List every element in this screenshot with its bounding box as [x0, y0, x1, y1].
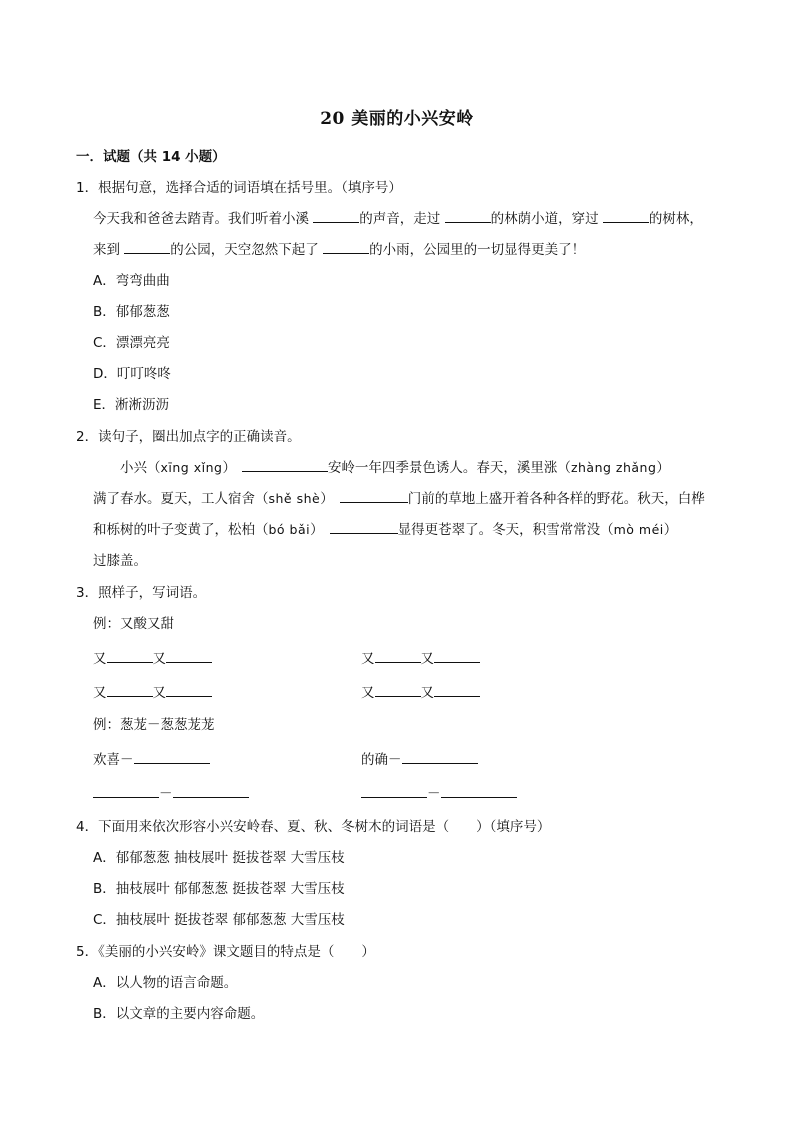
q3-dash: － — [427, 786, 441, 802]
answer-blank[interactable] — [361, 785, 427, 798]
answer-blank[interactable] — [375, 684, 421, 697]
q3-word-row — [93, 782, 249, 802]
q4-stem: 4．下面用来依次形容小兴安岭春、夏、秋、冬树木的词语是（ ）（填序号） — [76, 819, 551, 835]
q3-char: 又 — [420, 651, 434, 667]
q1-option: A．弯弯曲曲 — [93, 273, 170, 289]
answer-blank[interactable] — [166, 684, 212, 697]
answer-blank[interactable] — [166, 650, 212, 663]
q1-option: C．漂漂亮亮 — [93, 335, 170, 351]
answer-blank[interactable] — [313, 210, 359, 223]
answer-blank[interactable] — [603, 210, 649, 223]
q2-text: 门前的草地上盛开着各种各样的野花。秋天，白桦 — [407, 491, 705, 507]
answer-blank[interactable] — [124, 241, 170, 254]
answer-blank[interactable] — [173, 785, 249, 798]
q2-text: 显得更苍翠了。冬天，积雪常常没（ — [397, 522, 614, 538]
q4-option: C．抽枝展叶 挺拔苍翠 郁郁葱葱 大雪压枝 — [93, 912, 345, 928]
q3-example-1: 例：又酸又甜 — [93, 616, 174, 632]
page-title: 20 美丽的小兴安岭 — [320, 109, 474, 129]
q3-char: 又 — [420, 685, 434, 701]
q2-line2 — [93, 487, 705, 507]
q3-pattern-row — [93, 681, 212, 701]
q2-line3 — [93, 518, 677, 538]
q3-word-row — [361, 748, 478, 768]
q3-char: 又 — [152, 651, 166, 667]
pinyin-choice[interactable]: shě shè — [268, 491, 321, 506]
q1-text-f: 的公园，天空忽然下起了 — [170, 242, 324, 258]
q3-word-row — [361, 782, 517, 802]
answer-blank[interactable] — [134, 751, 210, 764]
q3-pattern-row — [361, 647, 480, 667]
pinyin-choice[interactable]: bó bǎi — [268, 522, 311, 537]
q2-text: ） — [222, 460, 236, 476]
q3-char: 又 — [361, 685, 375, 701]
q3-word: 的确－ — [361, 752, 402, 768]
q2-text: ） — [310, 522, 324, 538]
q1-option: B．郁郁葱葱 — [93, 304, 170, 320]
q2-text: ） — [656, 460, 670, 476]
pinyin-choice[interactable]: mò méi — [613, 522, 664, 537]
q3-char: 又 — [93, 685, 107, 701]
q3-stem: 3．照样子，写词语。 — [76, 585, 207, 601]
q3-char: 又 — [361, 651, 375, 667]
q1-text-e: 来到 — [93, 242, 125, 258]
answer-blank[interactable] — [330, 521, 398, 534]
q1-text-c: 的林荫小道，穿过 — [490, 211, 603, 227]
q1-option: D．叮叮咚咚 — [93, 366, 171, 382]
q3-word: 欢喜－ — [93, 752, 134, 768]
q3-example-2: 例：葱茏－葱葱茏茏 — [93, 717, 215, 733]
answer-blank[interactable] — [375, 650, 421, 663]
answer-blank[interactable] — [441, 785, 517, 798]
answer-blank[interactable] — [107, 650, 153, 663]
q5-option: B．以文章的主要内容命题。 — [93, 1006, 265, 1022]
q2-text: 满了春水。夏天，工人宿舍（ — [93, 491, 269, 507]
pinyin-choice[interactable]: zhàng zhǎng — [570, 460, 657, 475]
q1-text-d: 的树林， — [648, 211, 703, 227]
q1-option: E．淅淅沥沥 — [93, 397, 170, 413]
answer-blank[interactable] — [93, 785, 159, 798]
q2-stem: 2．读句子，圈出加点字的正确读音。 — [76, 429, 301, 445]
q1-sentence-line2 — [93, 238, 585, 258]
q4-option: A．郁郁葱葱 抽枝展叶 挺拔苍翠 大雪压枝 — [93, 850, 345, 866]
q2-line1 — [120, 456, 670, 476]
answer-blank[interactable] — [242, 459, 328, 472]
q2-text: 安岭一年四季景色诱人。春天，溪里涨（ — [327, 460, 571, 476]
q2-text: 和栎树的叶子变黄了，松柏（ — [93, 522, 269, 538]
q3-char: 又 — [152, 685, 166, 701]
q3-dash: － — [159, 786, 173, 802]
q5-option: A．以人物的语言命题。 — [93, 975, 238, 991]
q2-line4: 过膝盖。 — [93, 553, 147, 569]
q3-char: 又 — [93, 651, 107, 667]
pinyin-choice[interactable]: xīng xǐng — [160, 460, 223, 475]
q1-stem: 1．根据句意，选择合适的词语填在括号里。（填序号） — [76, 180, 402, 196]
q2-text: ） — [320, 491, 334, 507]
section-heading: 一．试题（共 14 小题） — [76, 149, 226, 165]
answer-blank[interactable] — [434, 650, 480, 663]
q3-word-row — [93, 748, 210, 768]
answer-blank[interactable] — [323, 241, 369, 254]
answer-blank[interactable] — [445, 210, 491, 223]
q1-text-a: 今天我和爸爸去踏青。我们听着小溪 — [93, 211, 314, 227]
q3-pattern-row — [93, 647, 212, 667]
q5-stem: 5．《美丽的小兴安岭》课文题目的特点是（ ） — [76, 944, 375, 960]
answer-blank[interactable] — [402, 751, 478, 764]
q1-sentence-line1 — [93, 207, 703, 227]
answer-blank[interactable] — [107, 684, 153, 697]
answer-blank[interactable] — [434, 684, 480, 697]
q3-pattern-row — [361, 681, 480, 701]
q1-text-g: 的小雨，公园里的一切显得更美了！ — [369, 242, 586, 258]
q4-option: B．抽枝展叶 郁郁葱葱 挺拔苍翠 大雪压枝 — [93, 881, 345, 897]
answer-blank[interactable] — [340, 490, 408, 503]
q2-text: 小兴（ — [120, 460, 161, 476]
q1-text-b: 的声音，走过 — [359, 211, 445, 227]
q2-text: ） — [663, 522, 678, 538]
